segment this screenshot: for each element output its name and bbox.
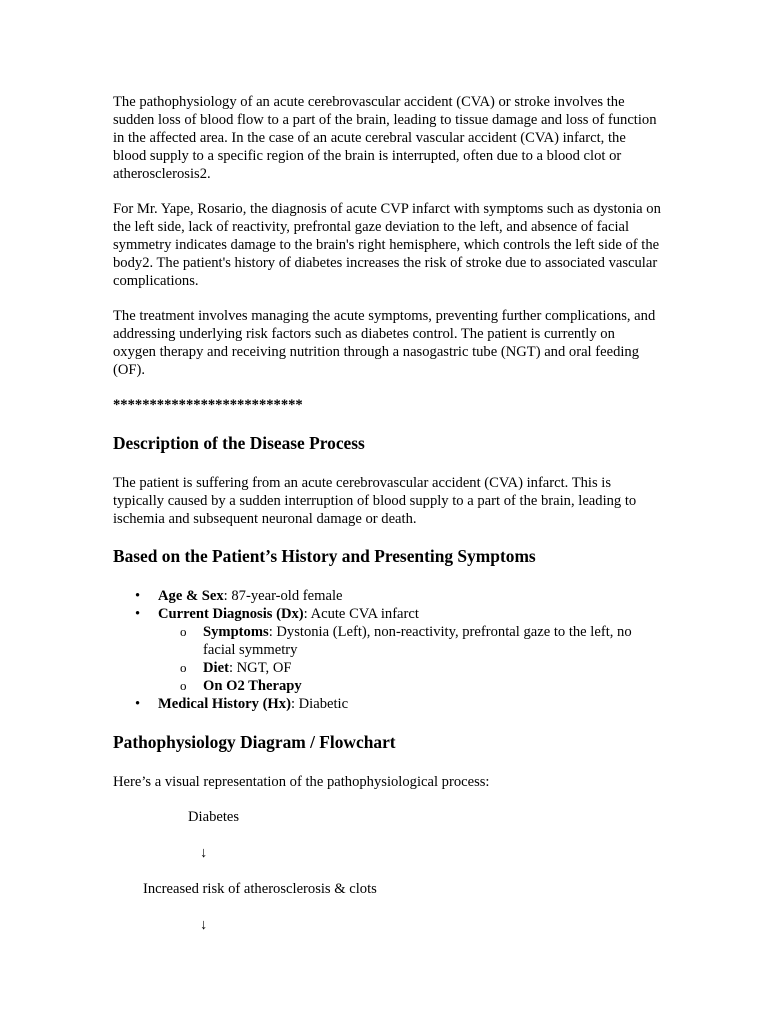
o2-label: On O2 Therapy [203, 678, 302, 694]
treatment-paragraph: The treatment involves managing the acute symptoms, preventing further complications, and addressing underlying risk factors such as diabetes control. The patient is currently on oxygen therapy and receiving nutrition through a nasogastric tube (NGT) and oral feeding (OF). [113, 308, 656, 378]
history-heading: Based on the Patient’s History and Presenting Symptoms [113, 546, 536, 566]
list-item-age-sex [158, 587, 661, 605]
list-item-symptoms [203, 623, 661, 659]
flow-step-risk: Increased risk of atherosclerosis & clots [143, 881, 377, 897]
diet-value: : NGT, OF [228, 660, 292, 676]
medical-history-label: Medical History (Hx) [158, 696, 291, 712]
list-item-o2 [203, 677, 661, 695]
separator-stars: ************************** [113, 397, 303, 413]
history-list [113, 587, 661, 713]
diagnosis-value: : Acute CVA infarct [303, 606, 419, 622]
medical-history-value: : Diabetic [290, 696, 349, 712]
symptoms-value: : Dystonia (Left), non-reactivity, prefrontal gaze to the left, no facial symmetry [203, 624, 632, 658]
list-item-diagnosis [158, 605, 661, 695]
age-sex-label: Age & Sex [158, 588, 224, 604]
age-sex-value: : 87-year-old female [223, 588, 343, 604]
disease-heading: Description of the Disease Process [113, 433, 365, 453]
diagnosis-sublist [158, 623, 661, 695]
down-arrow-icon: ↓ [200, 917, 208, 933]
diet-label: Diet [203, 660, 229, 676]
patient-paragraph: For Mr. Yape, Rosario, the diagnosis of acute CVP infarct with symptoms such as dystonia on the left side, lack of reactivity, prefrontal gaze deviation to the left, and absence of facial symmetry indicates damage to the brain's right hemisphere, which controls the left side of the body2. The patient's history of diabetes increases the risk of stroke due to associated vascular complications. [113, 201, 661, 289]
list-item-medical-history [158, 695, 661, 713]
list-item-diet [203, 659, 661, 677]
disease-paragraph: The patient is suffering from an acute cerebrovascular accident (CVA) infarct. This is typically caused by a sudden interruption of blood supply to a part of the brain, leading to ischemia and subsequent neuronal damage or death. [113, 475, 637, 527]
flow-step-diabetes: Diabetes [188, 809, 240, 825]
diagnosis-label: Current Diagnosis (Dx) [158, 606, 304, 622]
document-page [113, 93, 661, 952]
diagram-intro: Here’s a visual representation of the pathophysiological process: [113, 774, 490, 790]
intro-paragraph: The pathophysiology of an acute cerebrovascular accident (CVA) or stroke involves the sudden loss of blood flow to a part of the brain, leading to tissue damage and loss of function in the affected area. In the case of an acute cerebral vascular accident (CVA) infarct, the blood supply to a specific region of the brain is interrupted, often due to a blood clot or atherosclerosis2. [113, 94, 657, 182]
symptoms-label: Symptoms [203, 624, 269, 640]
down-arrow-icon: ↓ [200, 845, 208, 861]
diagram-heading: Pathophysiology Diagram / Flowchart [113, 732, 396, 752]
